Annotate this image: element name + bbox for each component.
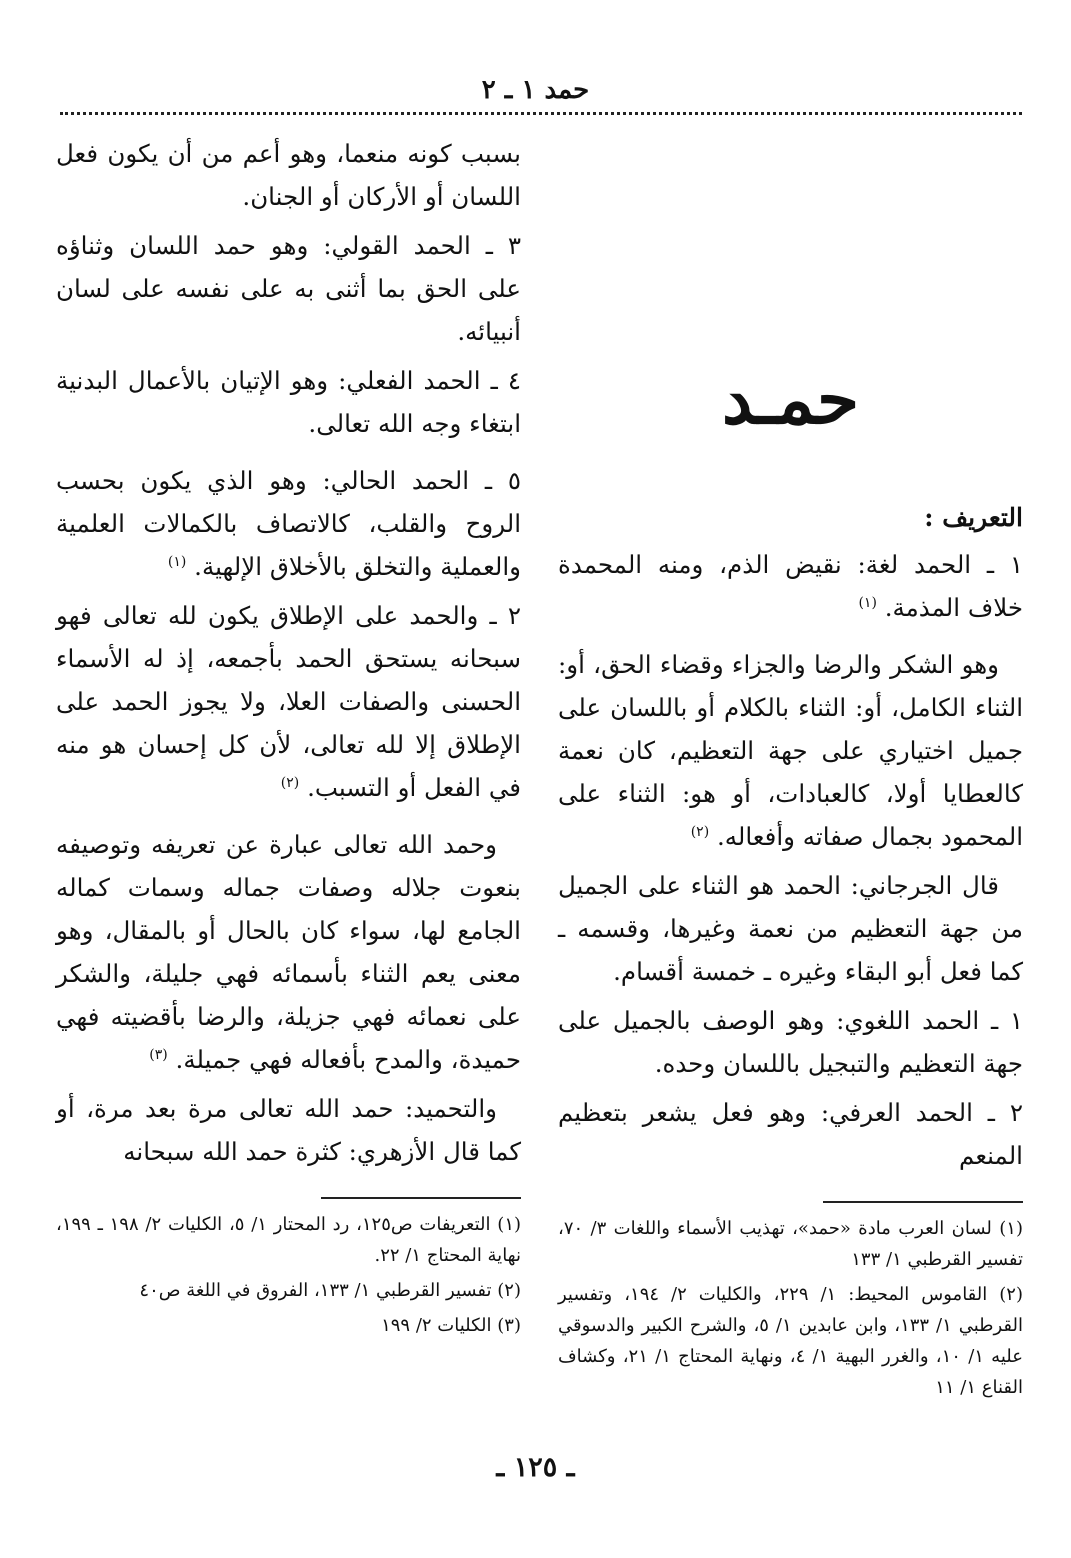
- paragraph-text: والتحميد: حمد الله تعالى مرة بعد مرة، أو كما قال الأزهري: كثرة حمد الله سبحانه: [56, 1094, 521, 1166]
- paragraph-text: ٢ ـ والحمد على الإطلاق يكون لله تعالى فهو سبحانه يستحق الحمد بأجمعه، إذ له الأسماء الحسنى والصفات العلا، ولا يجوز الحمد على الإطلاق إلا لله تعالى، لأن كل إحسان هو منه في الفعل أو التسبب.: [56, 601, 521, 802]
- paragraph: [558, 543, 1023, 629]
- header-dotted-rule: [60, 112, 1022, 115]
- footnote-marker: (١): [167, 553, 187, 570]
- paragraph-text: ١ ـ الحمد لغة: نقيض الذم، ومنه المحمدة خلاف المذمة.: [558, 550, 1023, 622]
- paragraph-text: وحمد الله تعالى عبارة عن تعريفه وتوصيفه بنعوت جلاله وصفات جماله وسمات كماله الجامع لها، سواء كان بالحال أو بالمقال، وهو معنى يعم الثناء بأسمائه فهي جليلة، والشكر على نعمائه فهي جزيلة، والرضا بأقضيته فهي حميدة، والمدح بأفعاله فهي جميلة.: [56, 830, 521, 1074]
- footnote-marker: (١): [858, 594, 877, 611]
- footnote: (٢) القاموس المحيط: ١/ ٢٢٩، والكليات ٢/ ١٩٤، وتفسير القرطبي ١/ ١٣٣، وابن عابدين ١/ ٥، والشرح الكبير والدسوقي عليه ١/ ١٠، والغرر البهية ١/ ٤، ونهاية المحتاج ١/ ٢١، وكشاف القناع ١/ ١١: [558, 1284, 1023, 1398]
- entry-title: حمـد: [722, 360, 859, 440]
- paragraph: [56, 224, 521, 353]
- left-column: [56, 132, 521, 1345]
- paragraph-text: ٥ ـ الحمد الحالي: وهو الذي يكون بحسب الروح والقلب، كالاتصاف بالكمالات العلمية والعملية والتخلق بالأخلاق الإلهية.: [56, 466, 521, 581]
- paragraph-text: ١ ـ الحمد اللغوي: وهو الوصف بالجميل على جهة التعظيم والتبجيل باللسان وحده.: [558, 1006, 1023, 1078]
- footnote-marker: (٣): [149, 1046, 168, 1063]
- paragraph-text: وهو الشكر والرضا والجزاء وقضاء الحق، أو: الثناء الكامل، أو: الثناء بالكلام أو باللسان على جميل اختياري على جهة التعظيم، كان نعمة كالعطايا أولا، كالعبادات، أو هو: الثناء على المحمود بجمال صفاته وأفعاله.: [558, 650, 1023, 851]
- paragraph: [56, 459, 521, 588]
- footnote-rule: [321, 1197, 521, 1199]
- page-number: ـ ١٢٥ ـ: [496, 1452, 575, 1483]
- paragraph-text: بسبب كونه منعما، وهو أعم من أن يكون فعل اللسان أو الأركان أو الجنان.: [56, 139, 521, 211]
- right-column: [558, 132, 1023, 1407]
- footnote: (١) لسان العرب مادة «حمد»، تهذيب الأسماء واللغات ٣/ ٧٠، تفسير القرطبي ١/ ١٣٣: [558, 1218, 1023, 1270]
- footnote-marker: (٢): [690, 823, 710, 840]
- paragraph: [56, 823, 521, 1081]
- paragraph: [558, 999, 1023, 1085]
- footnote-rule: [823, 1201, 1023, 1203]
- paragraph: [56, 594, 521, 809]
- paragraph-text: ٣ ـ الحمد القولي: وهو حمد اللسان وثناؤه على الحق بما أثنى به على نفسه على لسان أنبيائه.: [56, 231, 521, 346]
- footnote: (١) التعريفات ص١٢٥، رد المحتار ١/ ٥، الكليات ٢/ ١٩٨ ـ ١٩٩، نهاية المحتاج ١/ ٢٢.: [56, 1214, 522, 1266]
- running-header: حمد ١ ـ ٢: [481, 75, 590, 105]
- footnote: (٣) الكليات ٢/ ١٩٩: [381, 1315, 521, 1336]
- paragraph: [56, 1087, 521, 1173]
- paragraph-text: ٤ ـ الحمد الفعلي: وهو الإتيان بالأعمال البدنية ابتغاء وجه الله تعالى.: [56, 366, 521, 438]
- definition-heading: التعريف :: [924, 503, 1023, 532]
- paragraph-text: ٢ ـ الحمد العرفي: وهو فعل يشعر بتعظيم المنعم: [558, 1098, 1023, 1170]
- paragraph: [558, 643, 1023, 858]
- paragraph: [56, 359, 521, 445]
- paragraph: [558, 864, 1023, 993]
- paragraph: [558, 1091, 1023, 1177]
- paragraph-text: قال الجرجاني: الحمد هو الثناء على الجميل من جهة التعظيم من نعمة وغيرها، وقسمه ـ كما فعل أبو البقاء وغيره ـ خمسة أقسام.: [558, 871, 1023, 986]
- footnote-marker: (٢): [280, 774, 300, 791]
- footnote: (٢) تفسير القرطبي ١/ ١٣٣، الفروق في اللغة ص٤٠: [139, 1280, 521, 1301]
- paragraph: [56, 132, 521, 218]
